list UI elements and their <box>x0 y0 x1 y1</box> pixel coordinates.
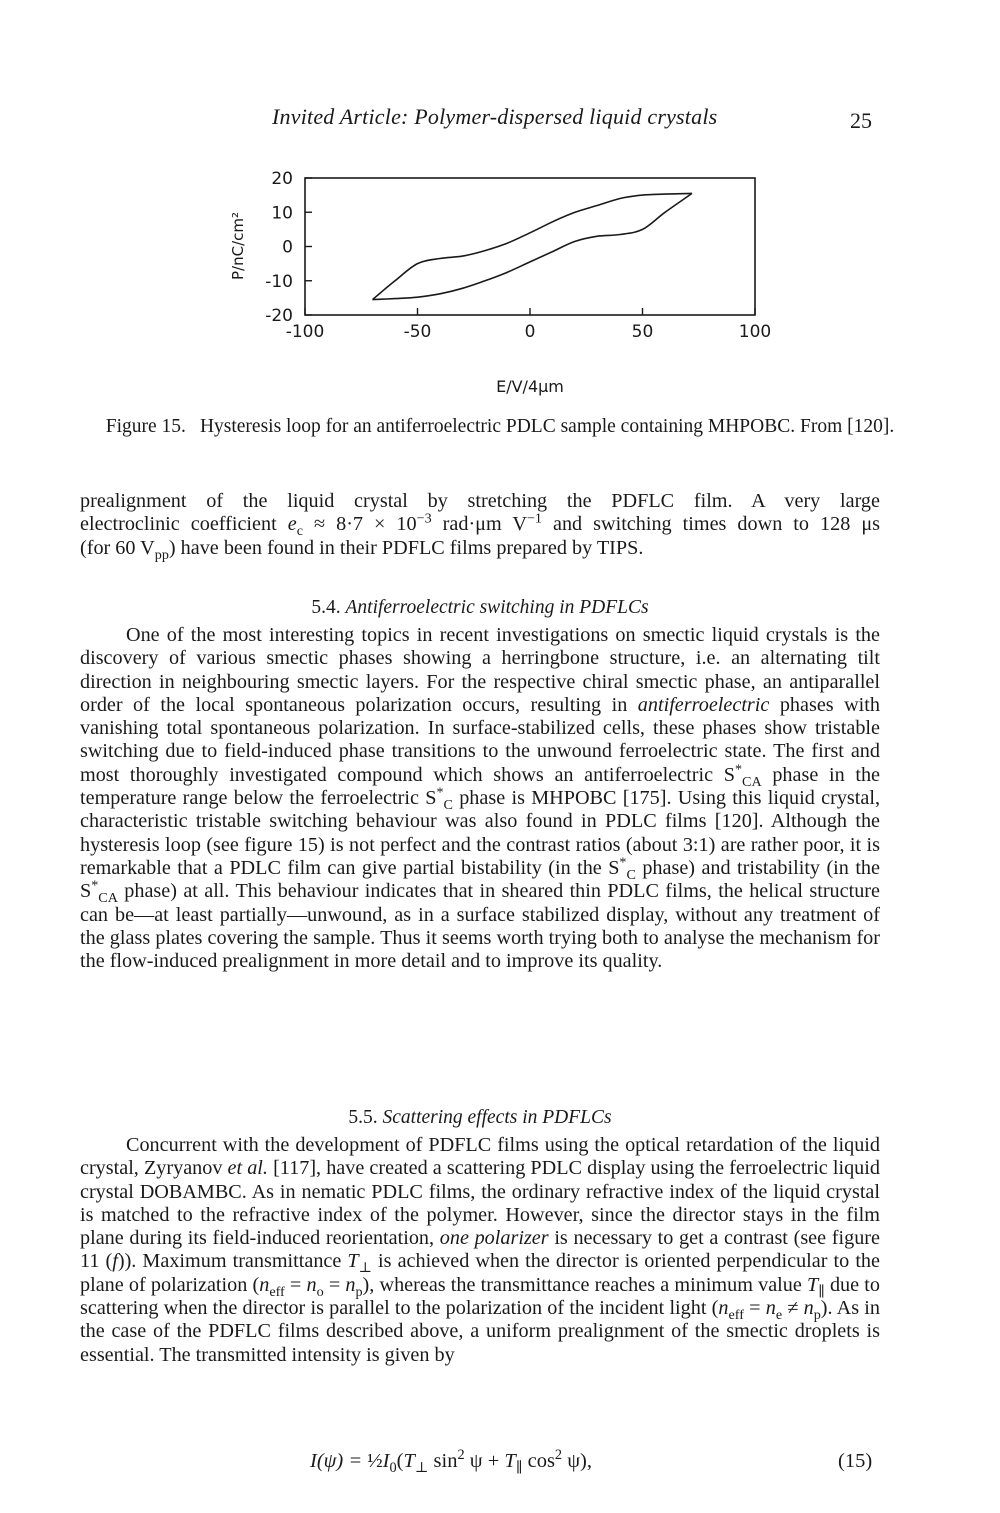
x-tick-label: -50 <box>403 322 432 342</box>
y-tick-label: 10 <box>271 203 293 224</box>
equation-number: (15) <box>838 1450 873 1472</box>
y-tick-label: 20 <box>271 169 293 189</box>
paragraph-continuation <box>80 490 880 563</box>
para1-line1: prealignment of the liquid crystal by stretching the PDFLC film. A very large <box>80 490 880 512</box>
hysteresis-curves <box>373 193 693 299</box>
x-tick-label: 0 <box>524 322 536 342</box>
section-5-5-paragraph: Concurrent with the development of PDFLC films using the optical retardation of the liquid crystal, Zyryanov et al. [117], have created a scattering PDLC display using the ferroelectric liquid crystal DOBAMBC. As in nematic PDLC films, the ordinary refractive index of the liquid crystal is matched to the refractive index of the polymer. However, since the director stays in the film plane during its field-induced reorientation, one polarizer is necessary to get a contrast (see figure 11 (f)). Maximum transmittance $T_\perp$ is achieved when the director is oriented perpendicular to the plane of polarization $(n_{eff} = n_o = n_p)$, whereas the transmittance reaches a minimum value $T_\parallel$ due to scattering when the director is parallel to the polarization of the incident light $(n_{eff} = n_e \ne n_p)$. As in the case of the PDFLC films described above, a uniform prealignment of the smectic droplets is essential. The transmitted intensity is given by <box>80 1134 880 1366</box>
x-tick-label: 50 <box>631 322 654 342</box>
section-heading-5-5: 5.5. Scattering effects in PDFLCs <box>348 1107 612 1128</box>
section-heading-5-4: 5.4. Antiferroelectric switching in PDFLCs <box>311 597 649 618</box>
y-tick-labels <box>265 169 293 326</box>
para1-line3: (for 60 $V_{pp}$) have been found in their PDFLC films prepared by TIPS. <box>80 536 644 563</box>
x-tick-labels <box>286 322 772 342</box>
x-tick-label: 100 <box>738 322 772 342</box>
x-tick-label: -100 <box>285 322 325 342</box>
descending-branch-line <box>373 193 693 299</box>
axis-ticks <box>305 178 755 315</box>
plot-frame <box>305 178 755 315</box>
section-5-4-paragraph: One of the most interesting topics in recent investigations on smectic liquid crystals is the discovery of various smectic phases showing a herringbone structure, i.e. an alternating tilt direction in neighbouring smectic layers. For the respective chiral smectic phase, an antiparallel order of the local spontaneous polarization occurs, resulting in antiferroelectric phases with vanishing total spontaneous polarization. In surface-stabilized cells, these phases show tristable switching due to field-induced phase transitions to the unwound ferroelectric state. The first and most thoroughly investigated compound which shows an antiferroelectric $S^*_{CA}$ phase in the temperature range below the ferroelectric $S^*_C$ phase is MHPOBC [175]. Using this liquid crystal, characteristic tristable switching behaviour was also found in PDLC films [120]. Although the hysteresis loop (see figure 15) is not perfect and the contrast ratios (about 3:1) are rather poor, it is remarkable that a PDLC film can give partial bistability (in the $S^*_C$ phase) and tristability (in the $S^*_{CA}$ phase) at all. This behaviour indicates that in sheared thin PDLC films, the helical structure can be—at least partially—unwound, as in a surface stabilized display, without any treatment of the glass plates covering the sample. Thus it seems worth trying both to analyse the mechanism for the flow-induced prealignment in more detail and to improve its quality. <box>80 624 880 973</box>
ascending-branch-line <box>373 193 693 299</box>
figure-caption-text: Hysteresis loop for an antiferroelectric PDLC sample containing MHPOBC. From [120]. <box>199 416 895 437</box>
para1-line2: electroclinic coefficient $e_c \approx 8\cdot 7 \times 10^{-3}$ rad·μm $V^{-1}$ and switching times down to 128 μs <box>80 510 880 540</box>
running-title: Invited Article: Polymer-dispersed liquid crystals <box>272 104 718 129</box>
hysteresis-chart <box>210 158 790 408</box>
page-number: 25 <box>850 108 872 133</box>
figure-label: Figure 15. <box>105 416 186 437</box>
y-axis-label: P/nC/cm² <box>229 211 247 281</box>
y-tick-label: -10 <box>265 271 293 292</box>
x-axis-label: E/V/4μm <box>496 377 564 396</box>
y-tick-label: 0 <box>282 237 293 258</box>
equation-15: $I(\psi) = \frac{1}{2}I_0(T_\perp$ $\sin^2 \psi + T_\parallel$ $\cos^2 \psi$), <box>310 1447 593 1477</box>
y-tick-label: -20 <box>265 306 293 326</box>
figure-caption <box>100 414 900 439</box>
